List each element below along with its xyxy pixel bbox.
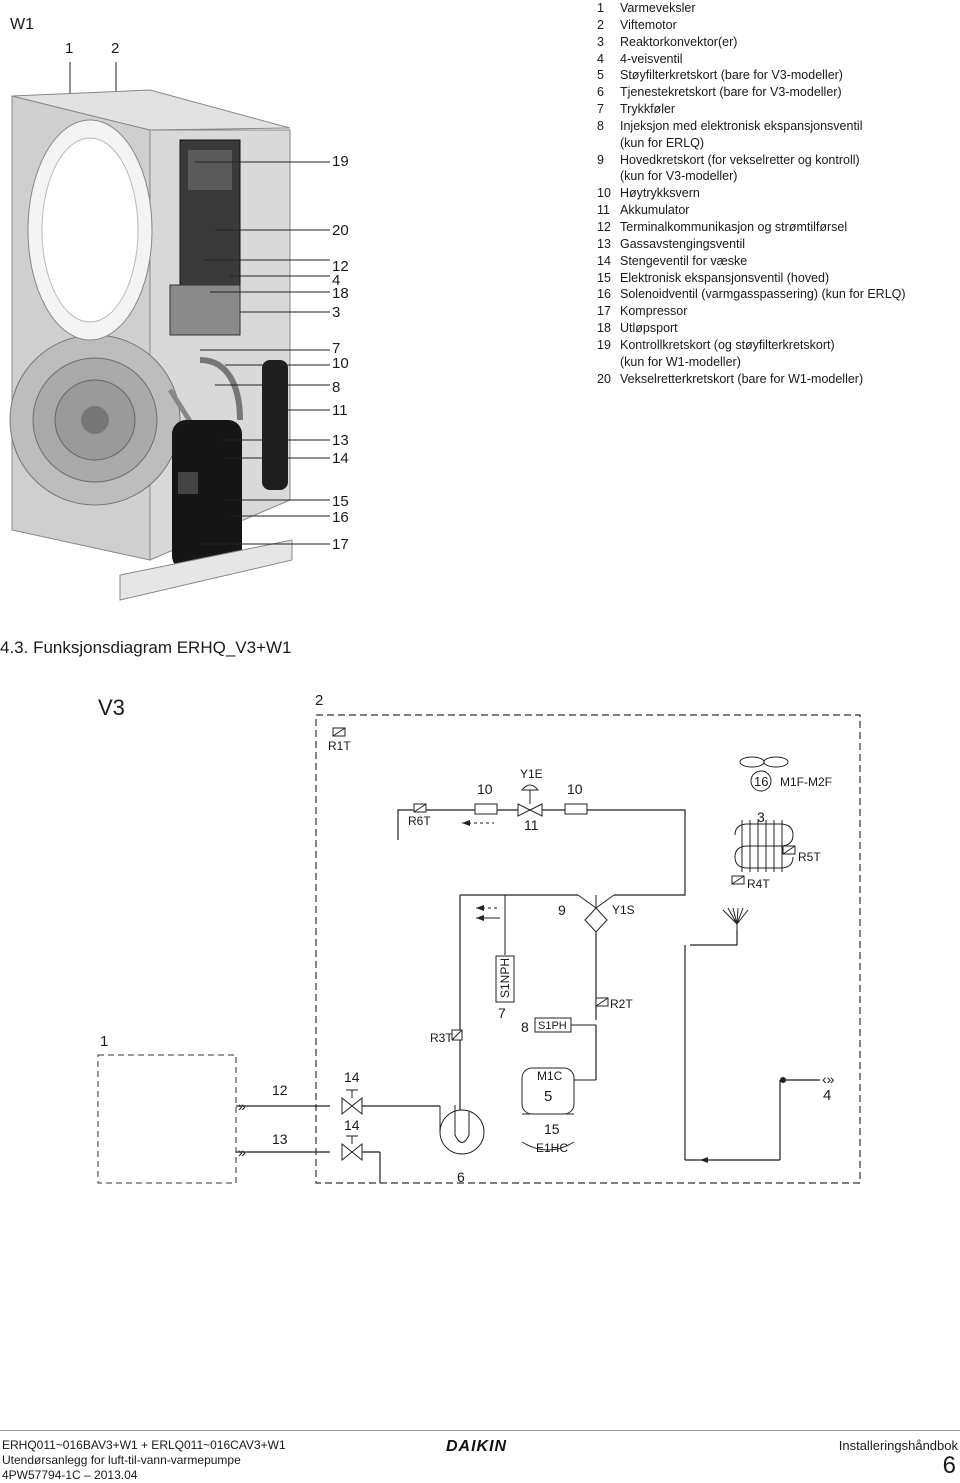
footer-divider [0,1430,960,1431]
callout-20: 20 [332,222,349,239]
legend-item: 18 Utløpsport [597,321,678,336]
callout-10: 10 [332,355,349,372]
svg-text:10: 10 [567,781,583,797]
callout-1: 1 [65,40,74,57]
svg-text:S1NPH: S1NPH [498,957,512,998]
legend-item: 13 Gassavstengingsventil [597,236,746,251]
svg-text:M1F-M2F: M1F-M2F [780,775,832,789]
svg-text:S1PH: S1PH [538,1020,567,1032]
legend-item: 19 Kontrollkretskort (og støyfilterkretskort) [597,337,835,352]
svg-text:4: 4 [823,1087,832,1104]
functional-diagram [0,680,960,1220]
callout-2: 2 [111,40,120,57]
svg-text:8: 8 [521,1019,529,1035]
callout-14: 14 [332,450,349,467]
svg-text:14: 14 [344,1069,360,1085]
legend-item: 6 Tjenestekretskort (bare for V3-modeller) [597,85,842,100]
callout-16: 16 [332,509,349,526]
svg-text:Y1E: Y1E [520,767,543,781]
unit-boundary [316,715,860,1183]
svg-text:»: » [238,1144,246,1160]
legend-item: 17 Kompressor [597,304,688,319]
footer-doc-info [2,1438,286,1483]
svg-text:M1C: M1C [537,1069,563,1083]
legend-item: 5 Støyfilterkretskort (bare for V3-modeller) [597,68,843,83]
svg-text:12: 12 [272,1082,288,1098]
filter-10a [475,804,497,814]
footer-docnum: 4PW57794-1C – 2013.04 [2,1468,138,1482]
footer-model: ERHQ011~016BAV3+W1 + ERLQ011~016CAV3+W1 [2,1438,286,1452]
callout-18: 18 [332,285,349,302]
legend-item: 1 Varmeveksler [597,1,696,15]
callout-4: 4 [332,272,341,289]
svg-text:1: 1 [100,1033,109,1050]
callout-13: 13 [332,432,349,449]
svg-text:R5T: R5T [798,850,821,864]
model-tag: W1 [10,16,34,33]
variant-label: V3 [98,695,125,720]
callout-7: 7 [332,340,341,357]
legend-item: 16 Solenoidventil (varmgasspassering) (kun for ERLQ) [597,287,906,302]
svg-text:10: 10 [477,781,493,797]
svg-text:15: 15 [544,1121,560,1137]
legend-item: 3 Reaktorkonvektor(er) [597,34,738,49]
svg-text:R2T: R2T [610,997,633,1011]
svg-text:7: 7 [498,1005,506,1021]
svg-text:»: » [238,1098,246,1114]
legend-item: 8 Injeksjon med elektronisk ekspansjonsventil [597,118,863,133]
brand-logo: DAIKIN [446,1438,508,1455]
callout-3: 3 [332,304,341,321]
manual-title: Installeringshåndbok [838,1438,958,1453]
legend-item: (kun for ERLQ) [620,135,705,150]
svg-text:13: 13 [272,1131,288,1147]
callout-12: 12 [332,258,349,275]
label-2: 2 [315,692,324,709]
legend-item: (kun for W1-modeller) [620,354,741,369]
section-title: 4.3. Funksjonsdiagram ERHQ_V3+W1 [0,638,292,657]
callout-19: 19 [332,153,349,170]
svg-text:R3T: R3T [430,1031,453,1045]
svg-text:9: 9 [558,902,566,918]
legend-item: 15 Elektronisk ekspansjonsventil (hoved) [597,270,830,285]
callout-11: 11 [332,402,348,419]
accumulator [440,1110,484,1154]
svg-text:16: 16 [754,774,769,789]
callout-8: 8 [332,379,341,396]
legend-item: 4 4-veisventil [597,51,683,66]
legend-item: 7 Trykkføler [597,102,676,117]
legend-item: 20 Vekselretterkretskort (bare for W1-modeller) [597,371,864,386]
svg-text:11: 11 [524,817,539,833]
legend-item: 12 Terminalkommunikasjon og strømtilførsel [597,219,848,234]
footer-product: Utendørsanlegg for luft-til-vann-varmepumpe [2,1453,241,1467]
svg-text:Y1S: Y1S [612,903,635,917]
svg-text:14: 14 [344,1117,360,1133]
legend-item: 9 Hovedkretskort (for vekselretter og kontroll) [597,152,860,167]
component-legend [597,0,906,387]
legend-item: 11 Akkumulator [597,203,690,218]
callout-17: 17 [332,536,349,553]
filter-10b [565,804,587,814]
svg-text:5: 5 [544,1088,553,1105]
outdoor-unit-illustration [0,60,360,620]
svg-text:R4T: R4T [747,877,770,891]
page-number: 6 [942,1452,956,1479]
svg-text:‹»: ‹» [822,1071,835,1087]
svg-text:R1T: R1T [328,739,351,753]
legend-item: (kun for V3-modeller) [620,169,738,184]
legend-item: 10 Høytrykksvern [597,186,700,201]
legend-item: 2 Viftemotor [597,17,677,32]
callout-15: 15 [332,493,349,510]
legend-item: 14 Stengeventil for væske [597,253,748,268]
svg-text:3: 3 [757,809,765,825]
svg-text:E1HC: E1HC [536,1141,569,1155]
svg-text:6: 6 [457,1169,465,1185]
svg-text:R6T: R6T [408,814,431,828]
water-heat-exchanger [98,1055,236,1183]
